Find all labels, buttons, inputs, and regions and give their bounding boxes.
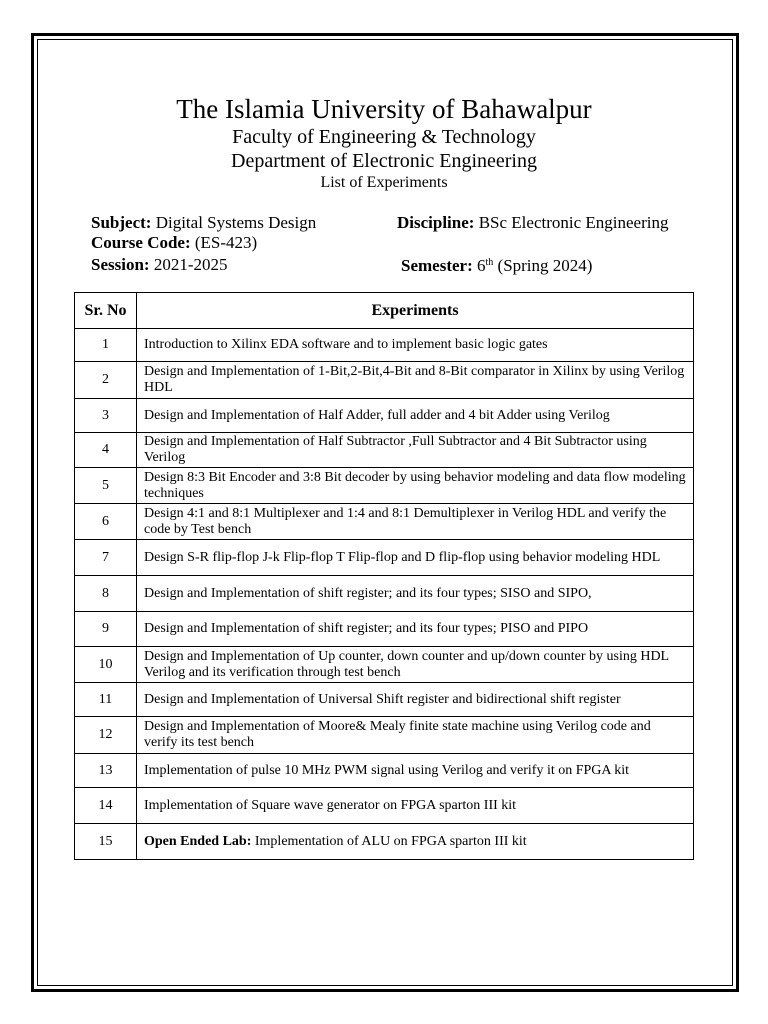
experiment-number: 10 xyxy=(75,647,137,683)
experiment-description xyxy=(137,576,694,612)
header-sr-no: Sr. No xyxy=(75,293,137,329)
experiment-text: Design 8:3 Bit Encoder and 3:8 Bit decoder by using behavior modeling and data flow modeling techniques xyxy=(144,469,686,501)
experiment-description xyxy=(137,399,694,433)
experiment-text: Implementation of pulse 10 MHz PWM signal using Verilog and verify it on FPGA kit xyxy=(144,762,630,778)
university-title: The Islamia University of Bahawalpur xyxy=(176,94,592,124)
table-row xyxy=(75,362,694,399)
experiment-number: 13 xyxy=(75,754,137,788)
experiment-description xyxy=(137,362,694,399)
experiment-text: Design 4:1 and 8:1 Multiplexer and 1:4 and 8:1 Demultiplexer in Verilog HDL and verify the code by Test bench xyxy=(144,505,667,537)
experiment-description xyxy=(137,329,694,362)
experiment-text: Design and Implementation of shift register; and its four types; PISO and PIPO xyxy=(144,621,589,636)
table-row xyxy=(75,540,694,576)
experiment-description xyxy=(137,504,694,540)
experiment-text: Design and Implementation of 1-Bit,2-Bit,4-Bit and 8-Bit comparator in Xilinx by using Verilog HDL xyxy=(144,364,685,395)
experiment-text: Design and Implementation of Half Subtractor ,Full Subtractor and 4 Bit Subtractor using Verilog xyxy=(144,434,647,465)
table-row xyxy=(75,504,694,540)
course-code-label: Course Code: xyxy=(91,233,191,252)
experiment-number: 7 xyxy=(75,540,137,576)
session-line xyxy=(91,255,228,275)
experiment-description xyxy=(137,824,694,860)
experiment-text: Design S-R flip-flop J-k Flip-flop T Flip-flop and D flip-flop using behavior modeling HDL xyxy=(144,549,661,565)
table-row xyxy=(75,754,694,788)
discipline-value: BSc Electronic Engineering xyxy=(474,213,669,232)
semester-number: 6 xyxy=(472,256,486,275)
experiment-text: Design and Implementation of shift register; and its four types; SISO and SIPO, xyxy=(144,585,592,601)
experiment-bold-prefix: Open Ended Lab: xyxy=(144,833,252,849)
session-value: 2021-2025 xyxy=(149,255,228,274)
list-title: List of Experiments xyxy=(320,174,448,191)
experiment-number: 2 xyxy=(75,362,137,399)
experiment-number: 6 xyxy=(75,504,137,540)
table-row xyxy=(75,576,694,612)
experiment-text: Design and Implementation of Half Adder, full adder and 4 bit Adder using Verilog xyxy=(144,407,610,423)
semester-label: Semester: xyxy=(401,256,473,275)
experiment-text: Implementation of Square wave generator on FPGA sparton III kit xyxy=(144,797,517,813)
table-row xyxy=(75,468,694,504)
experiment-number: 14 xyxy=(75,788,137,824)
experiment-number: 5 xyxy=(75,468,137,504)
experiment-text: Design and Implementation of Universal Shift register and bidirectional shift register xyxy=(144,691,621,707)
experiments-table xyxy=(74,292,694,860)
course-code-line xyxy=(91,233,257,253)
faculty-title: Faculty of Engineering & Technology xyxy=(232,126,536,148)
experiment-number: 8 xyxy=(75,576,137,612)
semester-line xyxy=(401,256,592,276)
experiment-number: 1 xyxy=(75,329,137,362)
experiment-description xyxy=(137,647,694,683)
department-title: Department of Electronic Engineering xyxy=(231,150,537,172)
semester-suffix: th xyxy=(485,257,494,268)
experiment-description xyxy=(137,612,694,647)
experiment-number: 4 xyxy=(75,433,137,468)
experiment-number: 3 xyxy=(75,399,137,433)
table-row xyxy=(75,433,694,468)
experiment-text: Implementation of ALU on FPGA sparton III kit xyxy=(251,833,527,849)
experiment-text: Introduction to Xilinx EDA software and to implement basic logic gates xyxy=(144,337,548,352)
table-header-row xyxy=(75,293,694,329)
experiment-description xyxy=(137,433,694,468)
experiment-description xyxy=(137,754,694,788)
discipline-label: Discipline: xyxy=(397,213,475,232)
experiment-number: 11 xyxy=(75,683,137,717)
table-row xyxy=(75,399,694,433)
table-row xyxy=(75,329,694,362)
experiment-description xyxy=(137,540,694,576)
table-row xyxy=(75,612,694,647)
course-code-value: (ES-423) xyxy=(190,233,258,252)
experiment-number: 12 xyxy=(75,717,137,754)
experiment-description xyxy=(137,468,694,504)
discipline-line xyxy=(397,213,668,233)
semester-term: (Spring 2024) xyxy=(493,256,593,275)
subject-value: Digital Systems Design xyxy=(151,213,317,232)
experiment-description xyxy=(137,683,694,717)
subject-line xyxy=(91,213,316,233)
subject-label: Subject: xyxy=(91,213,152,232)
table-body xyxy=(75,329,694,860)
experiment-number: 15 xyxy=(75,824,137,860)
header-experiments: Experiments xyxy=(137,293,694,329)
table-row xyxy=(75,788,694,824)
session-label: Session: xyxy=(91,255,150,274)
experiment-description xyxy=(137,788,694,824)
table-row xyxy=(75,683,694,717)
experiment-description xyxy=(137,717,694,754)
experiment-number: 9 xyxy=(75,612,137,647)
experiment-text: Design and Implementation of Up counter, down counter and up/down counter by using HDL Verilog and its verification through test bench xyxy=(144,648,669,680)
table-row xyxy=(75,717,694,754)
table-row xyxy=(75,824,694,860)
table-row xyxy=(75,647,694,683)
experiment-text: Design and Implementation of Moore& Mealy finite state machine using Verilog code and verify its test bench xyxy=(144,719,651,750)
